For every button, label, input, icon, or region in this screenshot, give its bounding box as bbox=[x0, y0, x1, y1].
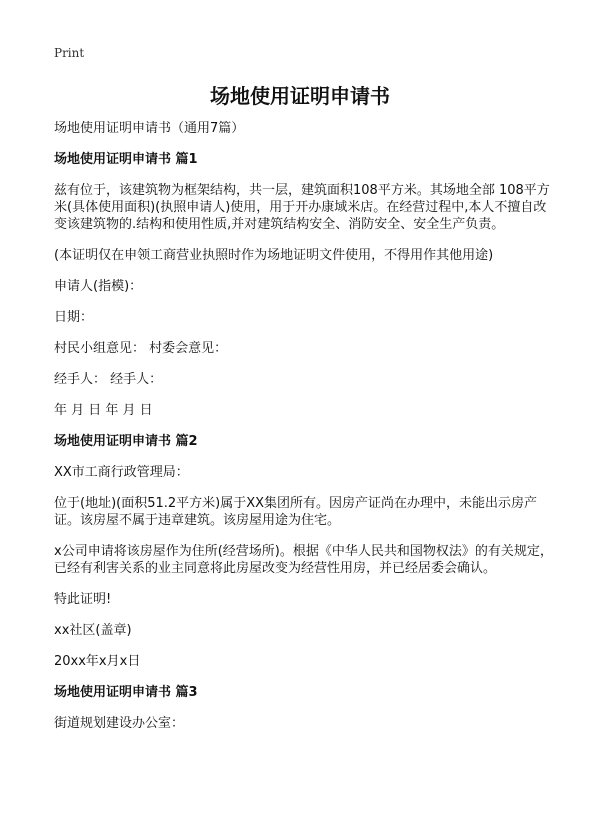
document-body bbox=[54, 120, 554, 746]
print-link[interactable]: Print bbox=[54, 46, 85, 60]
paragraph: 申请人(指模)： bbox=[54, 279, 143, 294]
paragraph: 日期： bbox=[54, 310, 94, 325]
document-subtitle: 场地使用证明申请书（通用7篇） bbox=[54, 121, 245, 136]
paragraph: XX市工商行政管理局： bbox=[54, 465, 189, 480]
section-heading-1: 场地使用证明申请书 篇1 bbox=[54, 152, 198, 167]
paragraph: x公司申请将该房屋作为住所(经营场所)。根据《中华人民共和国物权法》的有关规定，已经有利害关系的业主同意将此房屋改变为经营性用房，并已经居委会确认。 bbox=[54, 544, 553, 576]
paragraph: 街道规划建设办公室： bbox=[54, 716, 185, 731]
paragraph: 特此证明! bbox=[54, 592, 112, 607]
paragraph: 年 月 日 年 月 日 bbox=[54, 403, 153, 418]
section-heading-3: 场地使用证明申请书 篇3 bbox=[54, 685, 198, 700]
paragraph: 兹有位于，该建筑物为框架结构，共一层，建筑面积108平方米。其场地全部 108平方米(具体使用面积)(执照申请人)使用，用于开办康域米店。在经营过程中,本人不擅自改变该建筑物的.结构和使用性质,并对建筑结构安全、消防安全、安全生产负责。 bbox=[54, 183, 550, 232]
paragraph: 村民小组意见： 村委会意见： bbox=[54, 341, 228, 356]
section-heading-2: 场地使用证明申请书 篇2 bbox=[54, 434, 198, 449]
paragraph: (本证明仅在申领工商营业执照时作为场地证明文件使用，不得用作其他用途) bbox=[54, 248, 494, 263]
paragraph: 位于(地址)(面积51.2平方米)属于XX集团所有。因房产证尚在办理中，未能出示房产证。该房屋不属于违章建筑。该房屋用途为住宅。 bbox=[54, 496, 538, 528]
paragraph: 20xx年x月x日 bbox=[54, 654, 141, 669]
paragraph: 经手人： 经手人： bbox=[54, 372, 163, 387]
paragraph: xx社区(盖章) bbox=[54, 623, 132, 638]
document-title: 场地使用证明申请书 bbox=[210, 84, 390, 108]
